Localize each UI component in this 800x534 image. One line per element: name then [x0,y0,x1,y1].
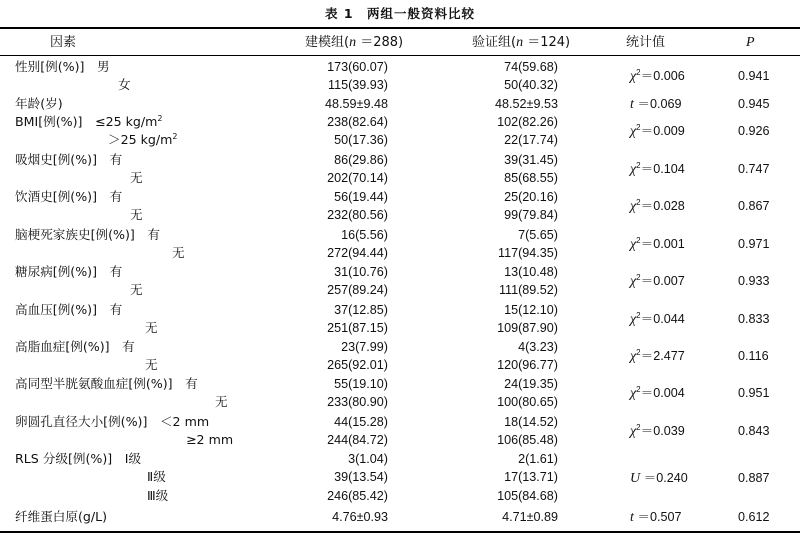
statistic-symbol: χ [630,386,637,401]
p-value: 0.926 [738,124,770,138]
group1-cell: 173(60.07) [327,60,388,74]
group2-cell: 22(17.74) [504,133,558,147]
statistic-symbol: χ [630,199,637,214]
statistic-sup: 2 [636,236,641,245]
row-label-text: 无 [172,245,185,260]
row-label-text: ≥2 mm [186,432,234,447]
group1-cell: 56(19.44) [334,190,388,204]
statistic-symbol: χ [630,124,637,139]
row-label-text: 饮酒史[例(%)] 有 [15,189,123,204]
group1-cell: 272(94.44) [327,246,388,260]
row-label [15,188,122,206]
p-value: 0.971 [738,237,770,251]
statistic-number: ＝0.069 [633,97,682,111]
group2-cell: 85(68.55) [504,171,558,185]
statistic-symbol: χ [630,349,637,364]
group1-cell: 31(10.76) [334,265,388,279]
row-label-text: ＞25 kg/m [108,132,173,147]
group2-cell: 117(94.35) [498,246,558,260]
statistic-sup: 2 [636,123,641,132]
group1-cell: 265(92.01) [327,358,388,372]
row-label [15,58,110,76]
group1-cell: 86(29.86) [334,153,388,167]
row-label-text: 无 [145,357,158,372]
group1-cell: 39(13.54) [334,470,388,484]
group1-cell: 232(80.56) [327,208,388,222]
row-label [130,206,143,224]
statistic-sup: 2 [636,348,641,357]
p-value: 0.116 [738,349,769,363]
row-label [147,487,168,505]
statistic-value [630,508,682,526]
row-label-text: BMI[例(%)] ≤25 kg/m [15,114,158,129]
group2-cell: 111(89.52) [498,283,558,297]
row-label [172,244,185,262]
statistic-value [630,235,685,253]
statistic-number: ＝0.240 [640,470,688,485]
statistic-value [630,422,685,440]
p-value: 0.951 [738,386,770,400]
row-label [15,113,163,131]
bottom-rule [0,531,800,533]
row-label [145,319,158,337]
row-label-text: 性别[例(%)] 男 [15,59,110,74]
group1-cell: 4.76±0.93 [332,510,388,524]
p-value: 0.833 [738,312,770,326]
row-label [15,226,160,244]
header-rule [0,55,800,56]
statistic-value [630,384,685,402]
statistic-number: ＝0.039 [640,424,685,438]
group1-cell: 257(89.24) [327,283,388,297]
statistic-symbol: χ [630,237,637,252]
group2-cell: 13(10.48) [504,265,558,279]
p-value: 0.941 [738,69,770,83]
header-p-label: P [746,35,755,50]
row-label [15,263,122,281]
row-label [15,508,107,526]
row-label-text: 高同型半胱氨酸血症[例(%)] 有 [15,376,198,391]
group2-cell: 7(5.65) [518,228,558,242]
row-label-text: 无 [145,320,158,335]
p-value: 0.945 [738,97,770,111]
group2-cell: 109(87.90) [497,321,558,335]
group1-cell: 238(82.64) [327,115,388,129]
group2-cell: 17(13.71) [504,470,558,484]
top-rule [0,27,800,29]
row-label [130,169,143,187]
statistic-number: ＝0.004 [640,386,685,400]
row-label-text: 卵圆孔直径大小[例(%)] ＜2 mm [15,414,210,429]
row-label [15,338,135,356]
statistic-value [630,197,685,215]
statistic-number: ＝0.044 [640,312,685,326]
row-label-text: 年龄(岁) [15,96,63,111]
group2-cell: 50(40.32) [504,78,558,92]
statistic-symbol: χ [630,424,637,439]
p-value: 0.843 [738,424,770,438]
group1-cell: 202(70.14) [327,171,388,185]
group1-cell: 37(12.85) [334,303,388,317]
statistic-symbol: χ [630,312,637,327]
group1-cell: 44(15.28) [334,415,388,429]
group2-cell: 15(12.10) [504,303,558,317]
header-factor: 因素 [50,35,77,50]
p-value: 0.887 [738,470,770,485]
header-group1 [305,35,403,51]
statistic-number: ＝0.507 [633,510,682,524]
row-label-text: Ⅱ级 [147,469,166,484]
header-group1-suffix: ＝288) [356,35,404,50]
row-label [15,375,198,393]
header-p [746,35,755,51]
statistic-value [630,272,685,290]
row-label-text: Ⅲ级 [147,488,169,503]
statistic-sup: 2 [636,161,641,170]
row-label-text: 糖尿病[例(%)] 有 [15,264,123,279]
row-label-text: 高脂血症[例(%)] 有 [15,339,135,354]
header-group2 [472,35,570,51]
p-value: 0.933 [738,274,770,288]
statistic-symbol: U [630,470,641,486]
group1-cell: 50(17.36) [334,133,388,147]
row-label-text: 纤维蛋白原(g/L) [15,509,108,524]
p-value: 0.747 [738,162,770,176]
group1-cell: 244(84.72) [327,433,388,447]
group2-cell: 99(79.84) [504,208,558,222]
group2-cell: 74(59.68) [504,60,558,74]
statistic-symbol: t [630,97,634,112]
group1-cell: 16(5.56) [341,228,388,242]
table-title: 表 1 两组一般资料比较 [324,6,476,21]
row-label [130,281,143,299]
row-label [15,95,63,113]
statistic-symbol: χ [630,274,637,289]
group2-cell: 2(1.61) [518,452,558,466]
group2-cell: 25(20.16) [504,190,558,204]
p-value: 0.612 [738,510,770,524]
group1-cell: 115(39.93) [328,78,388,92]
statistic-sup: 2 [636,198,641,207]
statistic-value [630,310,685,328]
row-label [15,413,209,431]
statistic-number: ＝0.007 [640,274,685,288]
group1-cell: 23(7.99) [341,340,388,354]
row-label [147,468,166,486]
group2-cell: 100(80.65) [497,395,558,409]
row-label [15,151,122,169]
group2-cell: 48.52±9.53 [495,97,558,111]
statistic-number: ＝0.104 [640,162,685,176]
group1-cell: 3(1.04) [348,452,388,466]
statistic-sup: 2 [636,385,641,394]
statistic-value [630,347,685,365]
group2-cell: 24(19.35) [504,377,558,391]
row-label [15,301,122,319]
statistic-value [630,469,688,487]
row-label-text: 高血压[例(%)] 有 [15,302,123,317]
statistic-number: ＝0.001 [640,237,685,251]
statistic-sup: 2 [636,68,641,77]
row-label-text: 无 [130,282,143,297]
group1-cell: 48.59±9.48 [325,97,388,111]
row-label [108,131,178,149]
row-label-sup: 2 [157,114,163,123]
statistic-value [630,95,682,113]
header-group2-prefix: 验证组( [472,35,517,50]
statistic-value [630,122,685,140]
statistic-sup: 2 [636,423,641,432]
statistic-number: ＝0.006 [640,69,685,83]
row-label-sup: 2 [172,132,178,141]
statistic-number: ＝0.028 [640,199,685,213]
group2-cell: 120(96.77) [497,358,558,372]
statistic-number: ＝0.009 [640,124,685,138]
row-label-text: 女 [118,77,131,92]
row-label [118,76,131,94]
statistic-value [630,67,685,85]
group2-cell: 105(84.68) [497,489,558,503]
header-group2-suffix: ＝124) [523,35,571,50]
group1-cell: 55(19.10) [334,377,388,391]
group1-cell: 246(85.42) [327,489,388,503]
row-label-text: 无 [215,394,228,409]
group2-cell: 102(82.26) [497,115,558,129]
group1-cell: 251(87.15) [327,321,388,335]
header-stat: 统计值 [626,35,666,50]
group2-cell: 4.71±0.89 [502,510,558,524]
row-label [215,393,228,411]
statistic-symbol: χ [630,162,637,177]
header-group1-n: n [349,35,357,50]
statistic-symbol: t [630,510,634,525]
row-label-text: 脑梗死家族史[例(%)] 有 [15,227,160,242]
group1-cell: 233(80.90) [327,395,388,409]
statistic-value [630,160,685,178]
row-label-text: 无 [130,207,143,222]
group2-cell: 4(3.23) [518,340,558,354]
statistic-symbol: χ [630,69,637,84]
header-group2-n: n [516,35,524,50]
row-label-text: RLS 分级[例(%)] Ⅰ级 [15,451,142,466]
row-label-text: 吸烟史[例(%)] 有 [15,152,123,167]
group2-cell: 39(31.45) [504,153,558,167]
row-label [15,450,141,468]
statistic-sup: 2 [636,273,641,282]
group2-cell: 18(14.52) [504,415,558,429]
group2-cell: 106(85.48) [497,433,558,447]
row-label-text: 无 [130,170,143,185]
statistic-sup: 2 [636,311,641,320]
p-value: 0.867 [738,199,770,213]
row-label [186,431,233,449]
row-label [145,356,158,374]
header-group1-prefix: 建模组( [305,35,350,50]
statistic-number: ＝2.477 [640,349,685,363]
